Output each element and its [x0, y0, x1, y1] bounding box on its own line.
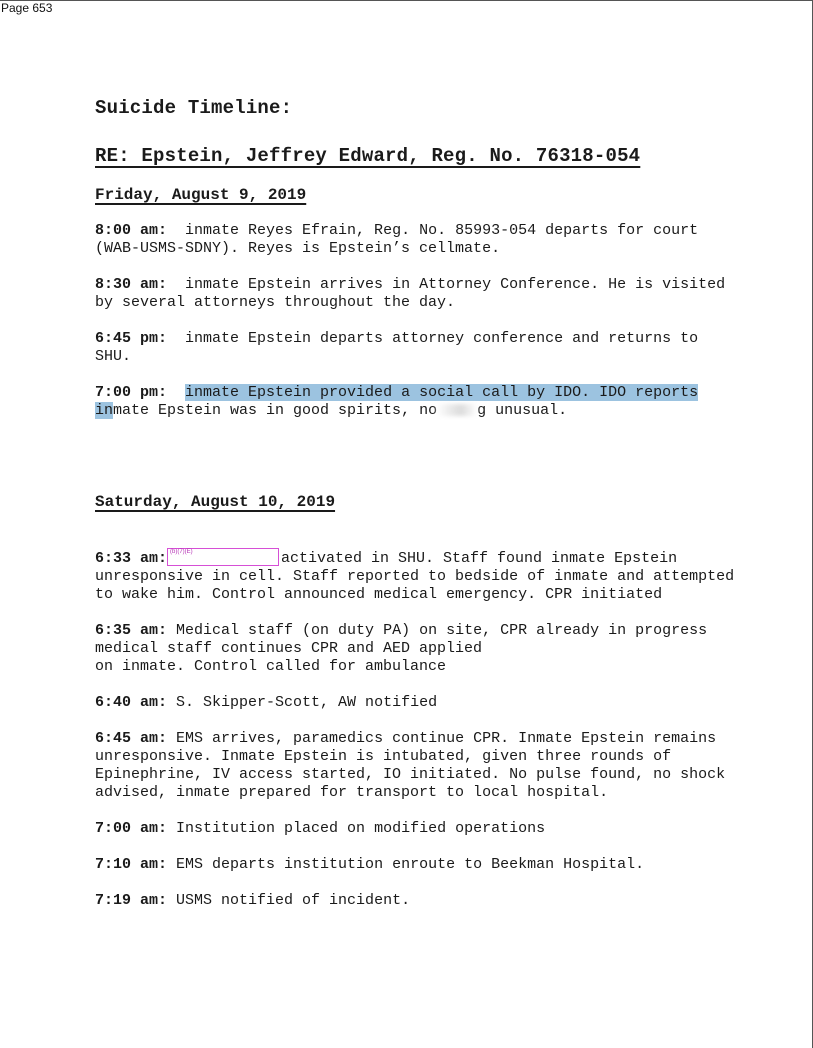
entry-text-line2: on inmate. Control called for ambulance	[95, 658, 447, 675]
entry-time: 6:45 pm:	[95, 330, 168, 347]
redaction-code: (b)(7)(E)	[170, 549, 193, 555]
entry-time: 7:19 am:	[95, 892, 168, 909]
timeline-entry	[95, 384, 735, 420]
entry-text: S. Skipper-Scott, AW notified	[176, 694, 438, 711]
entry-text: USMS notified of incident.	[176, 892, 411, 909]
entry-time: 6:40 am:	[95, 694, 168, 711]
timeline-entry	[95, 694, 735, 712]
entry-text: Medical staff (on duty PA) on site, CPR already in progress medical staff continues CPR and AED applied	[95, 622, 708, 657]
day-heading-friday: Friday, August 9, 2019	[95, 186, 307, 204]
document-title: Suicide Timeline:	[95, 97, 293, 119]
timeline-entry	[95, 622, 735, 676]
entry-time: 6:33 am:	[95, 550, 168, 567]
page-number-label: Page 653	[1, 1, 53, 15]
entry-text: inmate Epstein departs attorney conference and returns to SHU.	[95, 330, 699, 365]
entry-text: Institution placed on modified operations	[176, 820, 546, 837]
highlighted-text: inmate Epstein provided a social call by IDO. IDO reports in	[95, 384, 699, 419]
redaction-box	[167, 548, 279, 566]
entry-time: 6:35 am:	[95, 622, 168, 639]
timeline-entry	[95, 730, 735, 802]
entry-time: 7:10 am:	[95, 856, 168, 873]
entry-time: 6:45 am:	[95, 730, 168, 747]
blurred-text-region	[437, 404, 477, 416]
entry-time: 7:00 pm:	[95, 384, 168, 401]
document-subject: RE: Epstein, Jeffrey Edward, Reg. No. 76318-054	[95, 145, 641, 167]
day-heading-saturday: Saturday, August 10, 2019	[95, 493, 336, 511]
document-body	[95, 96, 735, 910]
entry-text: activated in SHU. Staff found inmate Epstein unresponsive in cell. Staff reported to bedside of inmate and attempted to wake him. Control announced medical emergency. CPR initiated	[95, 550, 735, 603]
timeline-entry	[95, 892, 735, 910]
entry-time: 8:30 am:	[95, 276, 168, 293]
timeline-entry	[95, 548, 735, 604]
timeline-entry	[95, 856, 735, 874]
entry-text: g unusual.	[477, 402, 568, 419]
entry-text: EMS arrives, paramedics continue CPR. Inmate Epstein remains unresponsive. Inmate Epstein is intubated, given three rounds of Epinephrine, IV access started, IO initiated. No pulse found, no shock advised, inmate prepared for transport to local hospital.	[95, 730, 726, 801]
entry-text: EMS departs institution enroute to Beekman Hospital.	[176, 856, 645, 873]
entry-time: 7:00 am:	[95, 820, 168, 837]
timeline-entry	[95, 330, 735, 366]
timeline-entry	[95, 820, 735, 838]
entry-text: inmate Epstein arrives in Attorney Conference. He is visited by several attorneys throughout the day.	[95, 276, 726, 311]
timeline-entry	[95, 222, 735, 258]
timeline-entry	[95, 276, 735, 312]
entry-text: mate Epstein was in good spirits, no	[113, 402, 438, 419]
entry-time: 8:00 am:	[95, 222, 168, 239]
entry-text: inmate Reyes Efrain, Reg. No. 85993-054 departs for court (WAB-USMS-SDNY). Reyes is Epstein’s cellmate.	[95, 222, 699, 257]
